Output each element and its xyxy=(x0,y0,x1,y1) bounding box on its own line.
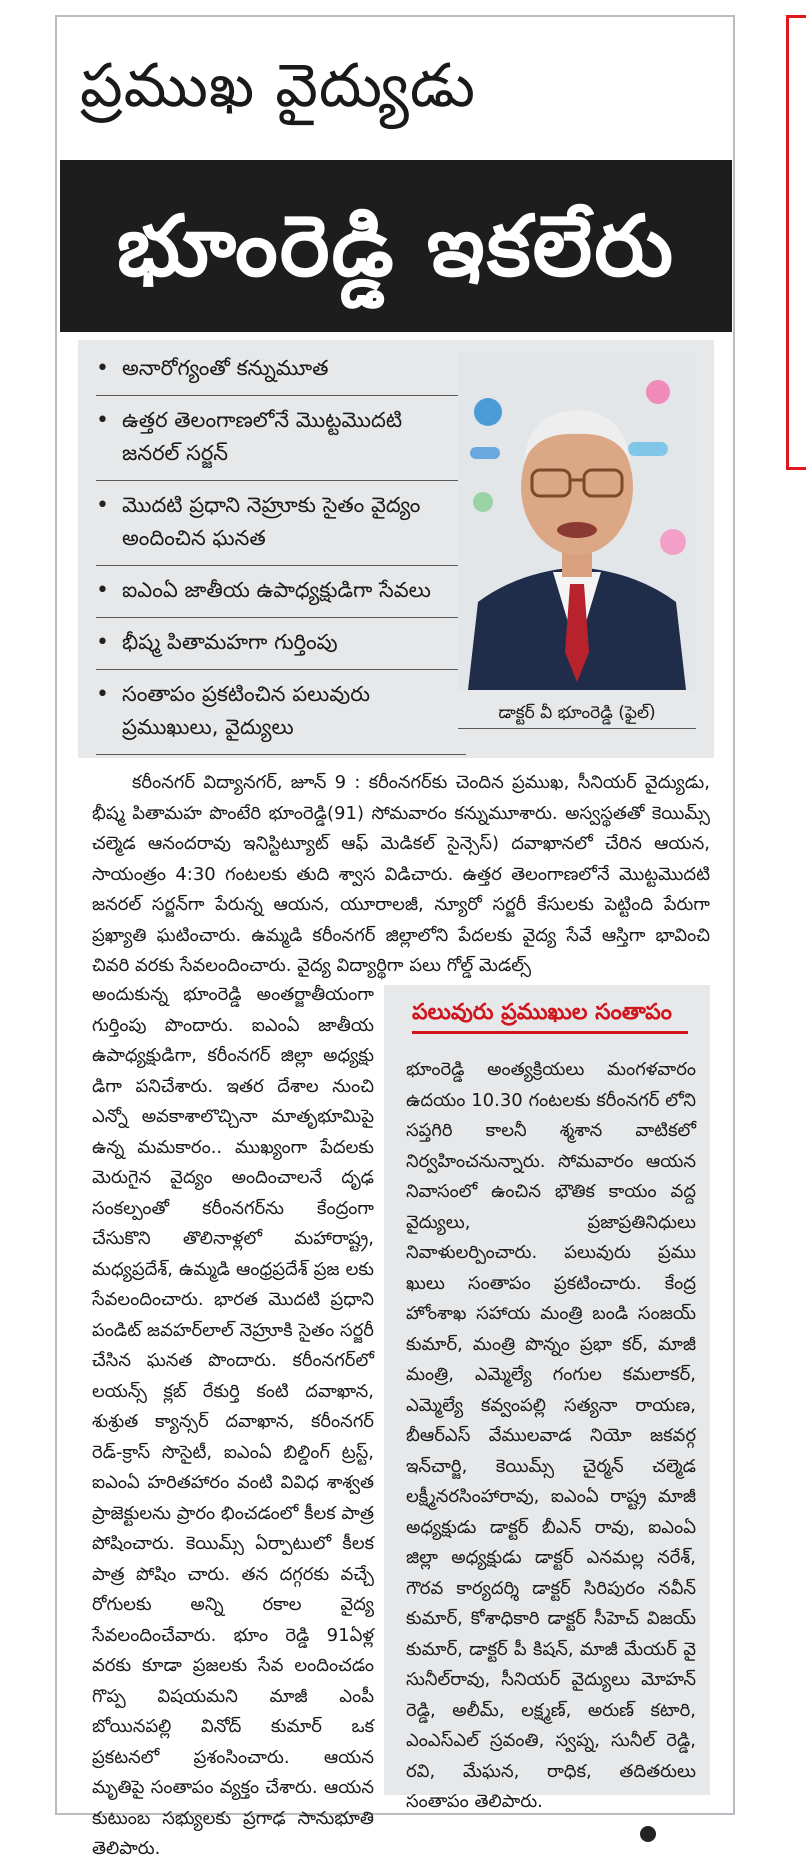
highlight-item: • మొదటి ప్రధాని నెహ్రూకు సైతం వైద్యం అందించిన ఘనత xyxy=(96,481,466,566)
highlight-item: • ఐఎంఏ జాతీయ ఉపాధ్యక్షుడిగా సేవలు xyxy=(96,566,466,618)
highlights-list xyxy=(96,344,466,755)
bullet-icon: • xyxy=(96,493,109,518)
article-lead: కరీంనగర్ విద్యానగర్, జూన్ 9 : కరీంనగర్‌కు చెందిన ప్రముఖ, సీనియర్ వైద్యుడు, భీష్మ పితామహ పొంటేరి భూంరెడ్డి(91) సోమవారం కన్నుమూశారు. అస్వస్థతతో కెయిమ్స్ చల్మెడ ఆనందరావు ఇనిస్టిట్యూట్ ఆఫ్ మెడికల్ సైన్సెస్) దవాఖానలో చేరిన ఆయన, సాయంత్రం 4:30 గంటలకు తుది శ్వాస విడిచారు. ఉత్తర తెలంగాణలోనే మొట్టమొదటి జనరల్ సర్జన్‌గా పేరున్న ఆయన, యూరాలజీ, న్యూరో సర్జరీ కేసులకు పెట్టింది పేరుగా ప్రఖ్యాతి ఘటించారు. ఉమ్మడి కరీంనగర్ జిల్లాలోని పేదలకు వైద్య సేవే ఆస్తిగా భావించి చివరి వరకు సేవలందించారు. వైద్య విద్యార్థిగా పలు గోల్డ్ మెడల్స్ xyxy=(92,772,710,976)
bullet-icon: • xyxy=(96,356,109,381)
photo-caption: డాక్టర్ వీ భూంరెడ్డి (ఫైల్) xyxy=(458,698,696,729)
headline-kicker: ప్రముఖ వైద్యుడు xyxy=(80,51,477,121)
condolence-sidebar xyxy=(384,985,710,1812)
sidebar-body: భూంరెడ్డి అంత్యక్రియలు మంగళవారం ఉదయం 10.30 గంటలకు కరీంనగర్ లోని సప్తగిరి కాలనీ శ్మశాన వాటికలో నిర్వహించనున్నారు. సోమవారం ఆయన నివాసంలో ఉంచిన భౌతిక కాయం వద్ద వైద్యులు, ప్రజాప్రతినిధులు నివాళులర్పించారు. పలువురు ప్రము ఖులు సంతాపం ప్రకటించారు. కేంద్ర హోంశాఖ సహాయ మంత్రి బండి సంజయ్ కుమార్, మంత్రి పొన్నం ప్రభా కర్, మాజీ మంత్రి, ఎమ్మెల్యే గంగుల కమలాకర్, ఎమ్మెల్యే కవ్వంపల్లి సత్యనా రాయణ, బీఆర్ఎస్ వేములవాడ నియో జకవర్గ ఇన్‌చార్జి, కెయిమ్స్ చైర్మన్ చల్మెడ లక్ష్మీనరసింహారావు, ఐఎంఏ రాష్ట్ర మాజీ అధ్యక్షుడు డాక్టర్ బీఎన్ రావు, ఐఎంఏ జిల్లా అధ్యక్షుడు డాక్టర్ ఎనమల్ల నరేశ్, గౌరవ కార్యదర్శి డాక్టర్ సిరిపురం నవీన్ కుమార్, కోశాధికారి డాక్టర్ సీహెచ్ విజయ్ కుమార్, డాక్టర్ పీ కిషన్, మాజీ మేయర్ వై సునీల్‌రావు, సీనియర్ వైద్యులు మోహన్ రెడ్డి, అలీమ్, లక్ష్మణ్, అరుణ్ కటారి, ఎంఎస్ఎల్ స్రవంతి, స్వప్న, సునీల్ రెడ్డి, రవి, మేఘన, రాధిక, తదితరులు సంతాపం తెలిపారు. xyxy=(406,1059,696,1812)
highlight-item: • భీష్మ పితామహగా గుర్తింపు xyxy=(96,618,466,670)
headline-main: భూంరెడ్డి ఇకలేరు xyxy=(60,160,732,332)
page-corner-mark xyxy=(640,1826,656,1842)
sidebar-title: పలువురు ప్రముఖుల సంతాపం xyxy=(412,995,688,1034)
bullet-icon: • xyxy=(96,630,109,655)
article-column-left: అందుకున్న భూంరెడ్డి అంతర్జాతీయంగా గుర్తింపు పొందారు. ఐఎంఏ జాతీయ ఉపాధ్యక్షుడిగా, కరీంనగర్ జిల్లా అధ్యక్షు డిగా పనిచేశారు. ఇతర దేశాల నుంచి ఎన్నో అవకాశాలొచ్చినా మాతృభూమిపై ఉన్న మమకారం.. ముఖ్యంగా పేదలకు మెరుగైన వైద్యం అందించాలనే దృఢ సంకల్పంతో కరీంనగర్‌ను కేంద్రంగా చేసుకొని తొలినాళ్లలో మహారాష్ట్ర, మధ్యప్రదేశ్, ఉమ్మడి ఆంధ్రప్రదేశ్ ప్రజ లకు సేవలందించారు. భారత మొదటి ప్రధాని పండిట్ జవహర్‌లాల్ నెహ్రూకి సైతం సర్జరీ చేసిన ఘనత పొందారు. కరీంనగర్‌లో లయన్స్ క్లబ్ రేకుర్తి కంటి దవాఖాన, శుశ్రుత క్యాన్సర్ దవాఖాన, కరీంనగర్ రెడ్-క్రాస్ సొసైటీ, ఐఎంఏ బిల్డింగ్ ట్రస్ట్, ఐఎంఏ హరితహారం వంటి వివిధ శాశ్వత ప్రాజెక్టులను ప్రారం భించడంలో కీలక పాత్ర పోషించారు. కెయిమ్స్ ఏర్పాటులో కీలక పాత్ర పోషిం చారు. తన దగ్గరకు వచ్చే రోగులకు అన్ని రకాల వైద్య సేవలందించేవారు. భూం రెడ్డి 91ఏళ్ల వరకు కూడా ప్రజలకు సేవ లందించడం గొప్ప విషయమని మాజీ ఎంపీ బోయినపల్లి వినోద్ కుమార్ ఒక ప్రకటనలో ప్రశంసించారు. ఆయన మృతిపై సంతాపం వ్యక్తం చేశారు. ఆయన కుటుంబ సభ్యులకు ప్రగాఢ సానుభూతి తెలిపారు. xyxy=(92,984,374,1859)
portrait-photo xyxy=(458,352,696,690)
bullet-icon: • xyxy=(96,578,109,603)
highlights-box xyxy=(78,340,714,758)
highlight-item: • అనారోగ్యంతో కన్నుమూత xyxy=(96,344,466,396)
portrait-illustration xyxy=(458,352,696,690)
highlight-item: • ఉత్తర తెలంగాణలోనే మొట్టమొదటి జనరల్ సర్జన్ xyxy=(96,396,466,481)
adjacent-article-frame xyxy=(786,15,806,470)
highlight-item: • సంతాపం ప్రకటించిన పలువురు ప్రముఖులు, వైద్యులు xyxy=(96,670,466,755)
bullet-icon: • xyxy=(96,408,109,433)
bullet-icon: • xyxy=(96,682,109,707)
